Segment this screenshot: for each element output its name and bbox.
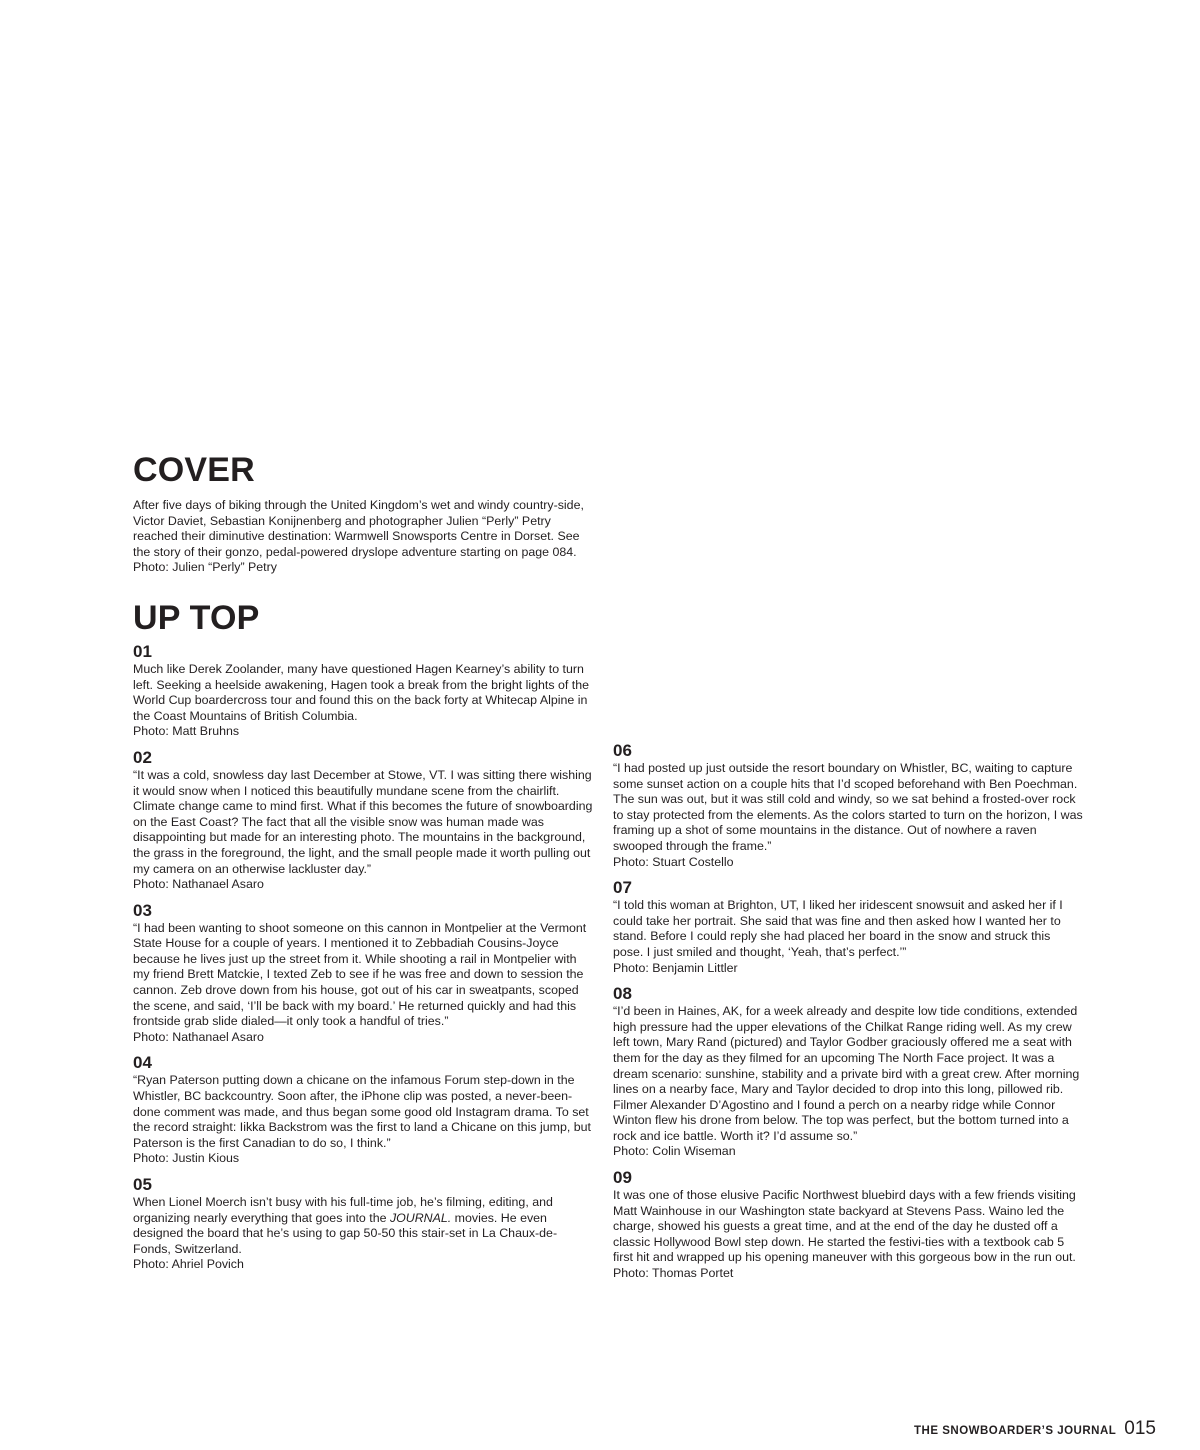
entry-credit: Photo: Nathanael Asaro (133, 877, 264, 892)
entry-number: 08 (613, 984, 632, 1004)
entry-number: 07 (613, 878, 632, 898)
entry-05 (133, 1175, 593, 1273)
entry-text: Much like Derek Zoolander, many have questioned Hagen Kearney’s ability to turn left. Seeking a heelside awakening, Hagen took a break from the bright lights of the World Cup boardercross tour and found this on the back forty at Whitecap Alpine in the Coast Mountains of British Columbia. (133, 661, 589, 723)
entry-text (133, 1195, 593, 1257)
left-column (133, 450, 593, 1281)
entry-07 (613, 878, 1083, 976)
right-column (613, 741, 1083, 1290)
entry-number: 09 (613, 1168, 632, 1188)
entry-06 (613, 741, 1083, 870)
entry-number: 02 (133, 747, 152, 767)
cover-entry (133, 498, 593, 576)
up-top-title: UP TOP (133, 598, 260, 637)
entry-number: 06 (613, 741, 632, 760)
cover-title: COVER (133, 451, 255, 489)
entry-number: 04 (133, 1053, 152, 1073)
entry-09 (613, 1168, 1083, 1282)
entry-credit: Photo: Justin Kious (133, 1151, 240, 1166)
entry-credit: Photo: Thomas Portet (613, 1266, 734, 1281)
entry-text-before: When Lionel Moerch isn’t busy with his full-time job, he’s filming, editing, and organizing nearly everything that goes into the (133, 1195, 553, 1225)
cover-credit: Photo: Julien “Perly” Petry (133, 560, 277, 575)
entry-04 (133, 1053, 593, 1167)
entry-08 (613, 984, 1083, 1160)
entry-credit: Photo: Ahriel Povich (133, 1257, 244, 1272)
cover-text: After five days of biking through the United Kingdom’s wet and windy country-side, Victor Daviet, Sebastian Konijnenberg and photographer Julien “Perly” Petry reached their diminutive destination: Warmwell Snowsports Centre in Dorset. See the story of their gonzo, pedal-powered dryslope adventure starting on page 084. (133, 498, 584, 559)
entry-text-italic: JOURNAL. (389, 1210, 452, 1225)
magazine-name: THE SNOWBOARDER’S JOURNAL (914, 1425, 1117, 1437)
entry-text: It was one of those elusive Pacific Northwest bluebird days with a few friends visiting Matt Wainhouse in our Washington state backyard at Stevens Pass. Waino led the charge, showed his guests a great time, and at the end of the day he dusted off a classic Hollywood Bowl step down. He started the festivi-ties with a textbook cab 5 first hit and wrapped up his opening maneuver with this gorgeous bow in the run out. (613, 1188, 1076, 1265)
entry-number: 05 (133, 1175, 152, 1194)
entry-text: “I told this woman at Brighton, UT, I liked her iridescent snowsuit and asked her if I could take her portrait. She said that was fine and then asked how I wanted her to stand. Before I could reply she had placed her board in the snow and struck this pose. I just smiled and thought, ‘Yeah, that’s perfect.’” (613, 898, 1063, 959)
page-number: 015 (1124, 1418, 1156, 1439)
entry-03 (133, 901, 593, 1046)
entry-credit: Photo: Colin Wiseman (613, 1144, 736, 1159)
entry-text: “I’d been in Haines, AK, for a week already and despite low tide conditions, extended high pressure had the upper elevations of the Chilkat Range riding well. As my crew left town, Mary Rand (pictured) and Taylor Godber graciously offered me a seat with them for the day as they filmed for an upcoming The North Face project. It was a dream scenario: sunshine, stability and a private bird with a great crew. After morning lines on a nearby face, Mary and Taylor decided to drop into this long, pillowed rib. Filmer Alexander D’Agostino and I found a perch on a nearby ridge while Connor Winton flew his drone from below. The top was perfect, but the bottom turned into a rock and ice battle. Worth it? I’d assume so.” (613, 1004, 1080, 1143)
entry-number: 01 (133, 641, 152, 661)
entry-02 (133, 748, 593, 893)
entry-credit: Photo: Matt Bruhns (133, 724, 240, 739)
entry-credit: Photo: Stuart Costello (613, 854, 734, 869)
entry-text: “I had posted up just outside the resort boundary on Whistler, BC, waiting to capture some sunset action on a couple hits that I’d scoped beforehand with Ben Poechman. The sun was out, but it was still cold and windy, so we sat behind a frosted-over rock to stay protected from the elements. As the colors started to turn on the horizon, I was framing up a shot of some mountains in the distance. Out of nowhere a raven swooped through the frame.” (613, 761, 1083, 853)
entry-number: 03 (133, 900, 152, 920)
entry-01 (133, 642, 593, 740)
entry-text: “I had been wanting to shoot someone on this cannon in Montpelier at the Vermont State House for a couple of years. I mentioned it to Zebbadiah Cousins-Joyce because he lives just up the street from it. While shooting a rail in Montpelier with my friend Brett Matckie, I texted Zeb to see if he was free and down to session the cannon. Zeb drove down from his house, got out of his car in sweatpants, scoped the scene, and said, ‘I’ll be back with my board.’ He returned quickly and had this frontside grab slide dialed—it only took a handful of tries.” (133, 920, 587, 1029)
page-footer (914, 1418, 1156, 1440)
entry-text-after: movies. He even designed the board that he’s using to gap 50-50 this stair-set in La Chaux-de-Fonds, Switzerland. (133, 1210, 558, 1256)
entry-text: “Ryan Paterson putting down a chicane on the infamous Forum step-down in the Whistler, BC backcountry. Soon after, the iPhone clip was posted, a never-been-done comment was made, and thus began some good old Instagram drama. To set the record straight: Iikka Backstrom was the first to land a Chicane on this jump, but Paterson is the first Canadian to do so, I think.” (133, 1073, 591, 1150)
entry-text: “It was a cold, snowless day last December at Stowe, VT. I was sitting there wishing it would snow when I noticed this beautifully mundane scene from the chairlift. Climate change came to mind first. What if this becomes the future of snowboarding on the East Coast? The fact that all the visible snow was human made was disappointing but made for an interesting photo. The mountains in the background, the grass in the foreground, the light, and the small people made it worth pulling out my camera on an otherwise lackluster day.” (133, 767, 593, 876)
entry-credit: Photo: Benjamin Littler (613, 960, 738, 975)
entry-credit: Photo: Nathanael Asaro (133, 1029, 264, 1044)
